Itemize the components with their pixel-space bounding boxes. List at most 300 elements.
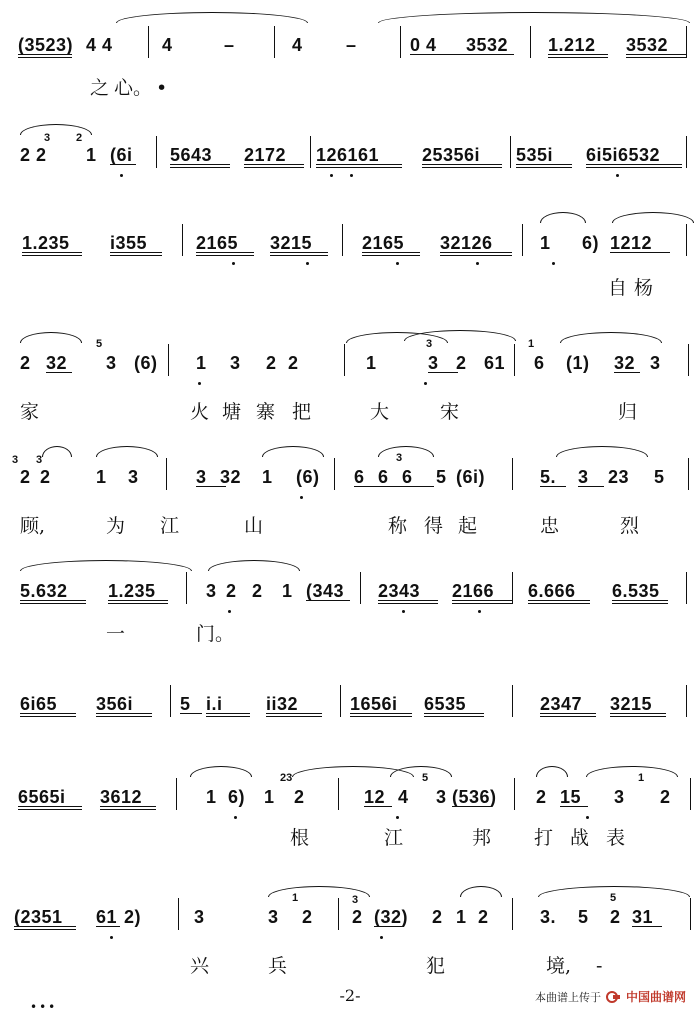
score-row <box>0 132 700 234</box>
lyric-char: 自 <box>608 277 628 299</box>
note-group: 1656i <box>350 694 398 714</box>
lyric-char: • <box>156 77 168 99</box>
note-group: 32126 <box>440 233 493 253</box>
beam-underline <box>424 716 484 717</box>
page-number: -2- <box>339 986 361 1005</box>
slur <box>116 12 308 23</box>
barline <box>310 136 311 168</box>
note-group: 2 <box>610 907 621 927</box>
note-group: 2 <box>432 907 443 927</box>
note-group: 3 <box>230 353 241 373</box>
beam-underline <box>362 252 420 253</box>
note-group: 6 <box>378 467 389 487</box>
lyric-char: 之 <box>90 77 110 99</box>
note-group: 32 <box>220 467 242 487</box>
lyric-char: 起 <box>458 515 478 537</box>
lyric-char: 表 <box>606 827 626 849</box>
note-group: 2 <box>352 907 363 927</box>
note-group: 126161 <box>316 145 380 165</box>
note-group: 1.212 <box>548 35 596 55</box>
beam-underline <box>244 164 304 165</box>
note-group: 3 <box>268 907 279 927</box>
barline <box>686 224 687 256</box>
note-group: 1 <box>264 787 275 807</box>
note-group: 2 <box>252 581 263 601</box>
note-group: 2 <box>294 787 305 807</box>
note-group: 1 <box>540 233 551 253</box>
note-group: 2 <box>302 907 313 927</box>
beam-underline <box>18 806 82 807</box>
note-group: 1 <box>262 467 273 487</box>
beam-underline <box>560 806 588 807</box>
lyric-char: - <box>596 955 603 977</box>
note-group: i.i <box>206 694 223 714</box>
beam-underline <box>316 164 402 165</box>
grace-note: 3 <box>12 454 19 466</box>
note-group: 1212 <box>610 233 653 253</box>
beam-underline <box>206 716 250 717</box>
note-group: 1.235 <box>22 233 70 253</box>
note-group: 3 <box>578 467 589 487</box>
note-group: 5.632 <box>20 581 68 601</box>
note-group: 4 <box>398 787 409 807</box>
beam-underline <box>422 167 502 168</box>
barline <box>686 136 687 168</box>
barline <box>512 898 513 930</box>
beam-underline <box>350 713 412 714</box>
slur <box>20 332 82 343</box>
slur <box>262 446 324 457</box>
lyric-char: 把 <box>292 401 312 423</box>
octave-dot <box>350 174 353 177</box>
beam-underline <box>96 926 120 927</box>
note-group: 4 4 <box>86 35 113 55</box>
octave-dot <box>306 262 309 265</box>
barline <box>178 898 179 930</box>
note-group: 23 <box>608 467 630 487</box>
beam-underline <box>20 603 86 604</box>
lyric-char: 战 <box>570 827 590 849</box>
octave-dot <box>616 174 619 177</box>
beam-underline <box>206 713 250 714</box>
beam-underline <box>612 600 668 601</box>
note-group: 3 <box>196 467 207 487</box>
beam-underline <box>540 486 566 487</box>
barline <box>170 685 171 717</box>
lyric-char: 山 <box>244 515 264 537</box>
lyric-char: 家 <box>20 401 40 423</box>
octave-dot <box>380 936 383 939</box>
lyric-char: 心。 <box>114 77 153 99</box>
note-group: 15 <box>560 787 582 807</box>
note-group: 2347 <box>540 694 583 714</box>
note-group: 3 <box>614 787 625 807</box>
lyric-char: 称 <box>388 515 408 537</box>
note-group: 2) <box>124 907 142 927</box>
beam-underline <box>96 716 152 717</box>
beam-underline <box>110 255 162 256</box>
note-group: 32 <box>614 353 636 373</box>
lyric-char: 邦 <box>472 827 492 849</box>
beam-underline <box>100 806 156 807</box>
barline <box>342 224 343 256</box>
beam-underline <box>362 255 420 256</box>
note-group: (343 <box>306 581 345 601</box>
note-group: (32) <box>374 907 409 927</box>
grace-note: 2 <box>76 132 83 144</box>
barline <box>400 26 401 58</box>
note-group: (6i) <box>456 467 485 487</box>
barline <box>360 572 361 604</box>
note-group: 2 <box>40 467 51 487</box>
beam-underline <box>626 54 686 55</box>
beam-underline <box>100 809 156 810</box>
barline <box>512 458 513 490</box>
barline <box>686 26 687 58</box>
beam-underline <box>22 252 82 253</box>
note-group: 3 <box>194 907 205 927</box>
lyric-char: 一 <box>106 623 126 645</box>
lyric-char: 门。 <box>196 623 235 645</box>
barline <box>688 344 689 376</box>
beam-underline <box>14 929 76 930</box>
note-group: 12 <box>364 787 386 807</box>
note-group: 2166 <box>452 581 495 601</box>
barline <box>512 572 513 604</box>
beam-underline <box>266 716 322 717</box>
barline <box>148 26 149 58</box>
barline <box>686 572 687 604</box>
site-credit <box>535 988 686 1005</box>
note-group: – <box>224 35 235 55</box>
beam-underline <box>548 54 608 55</box>
note-group: (6) <box>296 467 320 487</box>
note-group: 5 <box>654 467 665 487</box>
beam-underline <box>244 167 304 168</box>
brand-logo-icon <box>606 991 620 1003</box>
lyrics-line <box>0 826 700 862</box>
lyric-char: 江 <box>160 515 180 537</box>
lyric-char: 兴 <box>190 955 210 977</box>
note-group: 3532 <box>466 35 509 55</box>
beam-underline <box>614 372 640 373</box>
lyric-char: 境, <box>546 955 572 977</box>
beam-underline <box>612 603 668 604</box>
brand-name: 中国曲谱网 <box>625 990 686 1004</box>
beam-underline <box>14 926 76 927</box>
barline <box>334 458 335 490</box>
barline <box>344 344 345 376</box>
octave-dot <box>300 496 303 499</box>
note-group: 1 <box>456 907 467 927</box>
note-group: (6i <box>110 145 133 165</box>
beam-underline <box>516 167 572 168</box>
octave-dot <box>476 262 479 265</box>
beam-underline <box>196 486 226 487</box>
barline <box>176 778 177 810</box>
grace-note: 23 <box>280 772 293 784</box>
octave-dot <box>232 262 235 265</box>
lyric-char: 忠 <box>540 515 560 537</box>
lyric-char: 归 <box>618 401 638 423</box>
beam-underline <box>528 603 590 604</box>
beam-underline <box>632 926 662 927</box>
note-group: 535i <box>516 145 554 165</box>
lyric-char: 兵 <box>268 955 288 977</box>
barline <box>168 344 169 376</box>
credit-text: 本曲谱上传于 <box>534 991 601 1004</box>
grace-note: 5 <box>96 338 103 350</box>
note-group: 3 <box>106 353 117 373</box>
lyric-char: 得 <box>424 515 444 537</box>
beam-underline <box>610 716 666 717</box>
note-group: 1 <box>282 581 293 601</box>
note-group: 6535 <box>424 694 467 714</box>
octave-dot <box>586 816 589 819</box>
beam-underline <box>610 252 670 253</box>
beam-underline <box>20 713 76 714</box>
beam-underline <box>270 252 328 253</box>
note-group: 6 <box>354 467 365 487</box>
beam-underline <box>354 486 434 487</box>
beam-underline <box>540 713 596 714</box>
barline <box>522 224 523 256</box>
lyric-char: 打 <box>534 827 554 849</box>
note-group: 5. <box>540 467 557 487</box>
note-group: 32 <box>46 353 68 373</box>
beam-underline <box>428 372 458 373</box>
note-group: 25356i <box>422 145 481 165</box>
beam-underline <box>96 713 152 714</box>
note-group: i355 <box>110 233 148 253</box>
note-group: 3 <box>428 353 439 373</box>
note-group: 1 <box>206 787 217 807</box>
slur <box>20 560 192 571</box>
note-group: 6 <box>534 353 545 373</box>
note-group: 2 <box>226 581 237 601</box>
octave-dot <box>478 610 481 613</box>
beam-underline <box>378 603 438 604</box>
slur <box>268 886 370 897</box>
note-group: 2 <box>478 907 489 927</box>
octave-dot <box>234 816 237 819</box>
grace-note: 3 <box>44 132 51 144</box>
lyrics-line <box>0 76 700 112</box>
lyric-char: 火 <box>190 401 210 423</box>
octave-dot <box>228 610 231 613</box>
grace-note: 3 <box>352 894 359 906</box>
barline <box>512 685 513 717</box>
beam-underline <box>18 57 72 58</box>
grace-note: 3 <box>396 452 403 464</box>
lyric-char: 顾, <box>20 515 46 537</box>
note-group: 1 <box>366 353 377 373</box>
note-group: (536) <box>452 787 497 807</box>
barline <box>514 344 515 376</box>
lyric-char: 为 <box>106 515 126 537</box>
note-group: 1 <box>86 145 97 165</box>
barline <box>688 458 689 490</box>
note-group: 6.666 <box>528 581 576 601</box>
beam-underline <box>196 255 254 256</box>
lyric-char: 犯 <box>426 955 446 977</box>
note-group: 1 <box>196 353 207 373</box>
beam-underline <box>440 255 512 256</box>
slur <box>404 330 516 341</box>
grace-note: 3 <box>36 454 43 466</box>
beam-underline <box>180 713 202 714</box>
octave-dot <box>424 382 427 385</box>
note-group: 2 <box>20 145 31 165</box>
note-group: 2 <box>20 353 31 373</box>
note-group: 2 <box>266 353 277 373</box>
beam-underline <box>306 600 350 601</box>
beam-underline <box>424 713 484 714</box>
note-group: 6) <box>582 233 600 253</box>
octave-dot <box>402 610 405 613</box>
beam-underline <box>422 164 502 165</box>
note-group: 5 <box>578 907 589 927</box>
beam-underline <box>626 57 686 58</box>
octave-dot <box>552 262 555 265</box>
barline <box>156 136 157 168</box>
lyric-char: 杨 <box>634 277 654 299</box>
note-group: 3215 <box>610 694 653 714</box>
octave-dot <box>330 174 333 177</box>
slur <box>378 446 434 457</box>
lyrics-line <box>0 400 700 436</box>
note-group: 4 <box>162 35 173 55</box>
note-group: 3532 <box>626 35 669 55</box>
beam-underline <box>378 600 438 601</box>
beam-underline <box>266 713 322 714</box>
beam-underline <box>440 252 512 253</box>
corner-mark: ••• <box>30 1000 58 1014</box>
slur <box>556 446 648 457</box>
note-group: 6 <box>402 467 413 487</box>
note-group: 2 <box>36 145 47 165</box>
note-group: (3523) <box>18 35 74 55</box>
note-group: 1.235 <box>108 581 156 601</box>
note-group: 3 <box>128 467 139 487</box>
grace-note: 5 <box>610 892 617 904</box>
note-group: 1 <box>96 467 107 487</box>
beam-underline <box>316 167 402 168</box>
beam-underline <box>108 603 168 604</box>
beam-underline <box>108 600 168 601</box>
slur <box>538 886 690 897</box>
beam-underline <box>586 167 682 168</box>
beam-underline <box>516 164 572 165</box>
note-group: 2 <box>536 787 547 807</box>
note-group: 6i5i6532 <box>586 145 661 165</box>
note-group: 2165 <box>196 233 239 253</box>
slur <box>460 886 502 897</box>
barline <box>182 224 183 256</box>
note-group: 2165 <box>362 233 405 253</box>
lyric-char: 烈 <box>620 515 640 537</box>
lyric-char: 宋 <box>440 401 460 423</box>
octave-dot <box>198 382 201 385</box>
note-group: 3215 <box>270 233 313 253</box>
note-group: 2172 <box>244 145 287 165</box>
beam-underline <box>20 600 86 601</box>
beam-underline <box>196 252 254 253</box>
beam-underline <box>452 806 492 807</box>
note-group: 5 <box>180 694 191 714</box>
octave-dot <box>396 262 399 265</box>
note-group: 3 <box>650 353 661 373</box>
barline <box>690 778 691 810</box>
note-group: 3. <box>540 907 557 927</box>
octave-dot <box>396 816 399 819</box>
grace-note: 1 <box>292 892 299 904</box>
note-group: (2351 <box>14 907 63 927</box>
note-group: – <box>346 35 357 55</box>
barline <box>686 685 687 717</box>
note-group: 3 <box>436 787 447 807</box>
note-group: 356i <box>96 694 134 714</box>
beam-underline <box>270 255 328 256</box>
note-group: 6565i <box>18 787 66 807</box>
lyrics-line <box>0 276 700 312</box>
barline <box>690 898 691 930</box>
lyrics-line <box>0 954 700 990</box>
beam-underline <box>350 716 412 717</box>
grace-note: 1 <box>638 772 645 784</box>
barline <box>186 572 187 604</box>
note-group: 2 <box>288 353 299 373</box>
note-group: 61 <box>96 907 118 927</box>
lyric-char: 塘 <box>222 401 242 423</box>
beam-underline <box>22 255 82 256</box>
beam-underline <box>540 716 596 717</box>
note-group: 2 <box>20 467 31 487</box>
note-group: 5 <box>436 467 447 487</box>
lyric-char: 寨 <box>256 401 276 423</box>
slur <box>378 12 690 23</box>
beam-underline <box>410 54 514 55</box>
note-group: (1) <box>566 353 590 373</box>
slur <box>20 124 92 135</box>
beam-underline <box>610 713 666 714</box>
beam-underline <box>374 926 402 927</box>
note-group: 6i65 <box>20 694 58 714</box>
lyrics-line <box>0 514 700 550</box>
lyric-char: 根 <box>290 827 310 849</box>
note-group: 31 <box>632 907 654 927</box>
note-group: 3 <box>206 581 217 601</box>
note-group: 61 <box>484 353 506 373</box>
barline <box>166 458 167 490</box>
note-group: 2343 <box>378 581 421 601</box>
barline <box>530 26 531 58</box>
note-group: (6) <box>134 353 158 373</box>
beam-underline <box>18 54 72 55</box>
barline <box>340 685 341 717</box>
beam-underline <box>170 164 230 165</box>
note-group: 5643 <box>170 145 213 165</box>
slur <box>208 560 300 571</box>
note-group: 4 <box>292 35 303 55</box>
beam-underline <box>20 716 76 717</box>
octave-dot <box>120 174 123 177</box>
grace-note: 1 <box>528 338 535 350</box>
beam-underline <box>548 57 608 58</box>
note-group: ii32 <box>266 694 299 714</box>
beam-underline <box>364 806 392 807</box>
beam-underline <box>452 603 512 604</box>
